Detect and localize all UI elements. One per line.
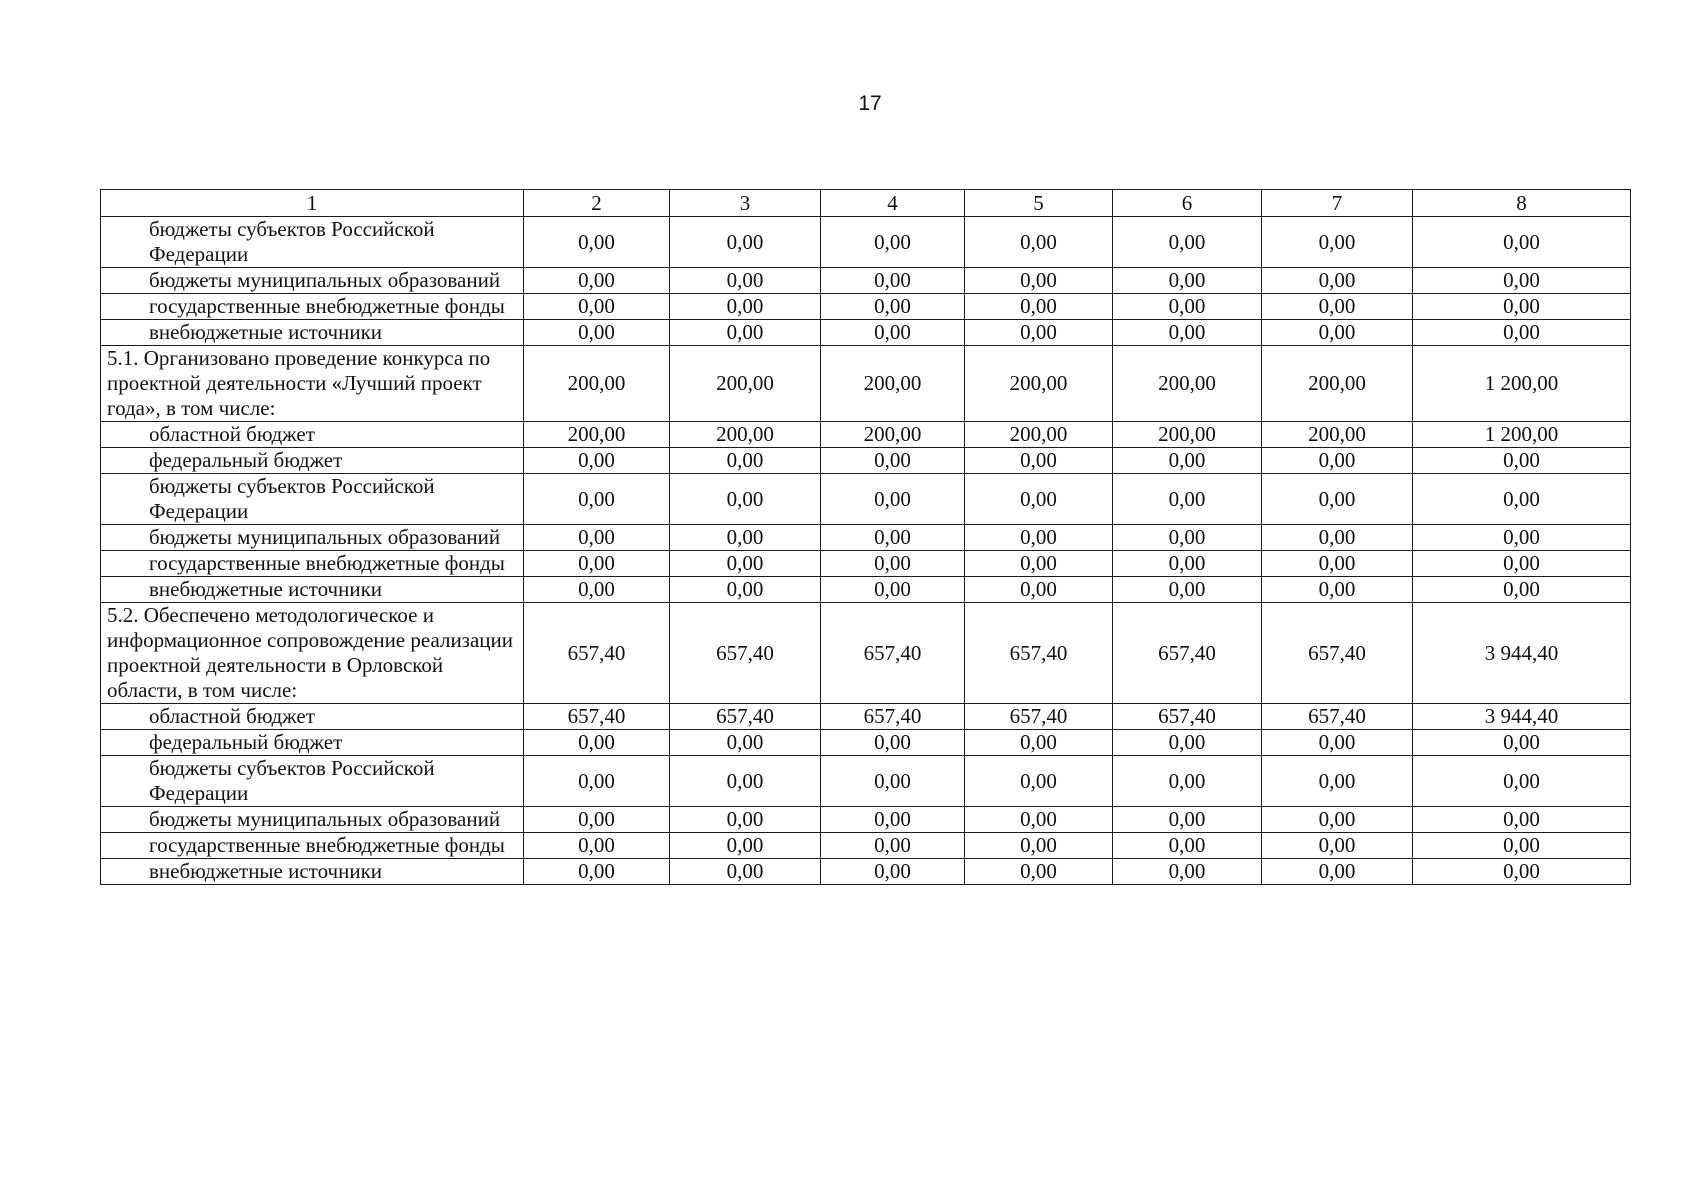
value-cell: 0,00 [1113, 756, 1262, 807]
value-cell: 0,00 [524, 217, 670, 268]
budget-table [100, 189, 1631, 885]
value-cell: 200,00 [524, 346, 670, 422]
value-cell: 0,00 [670, 448, 821, 474]
value-cell: 0,00 [1113, 807, 1262, 833]
value-cell: 0,00 [965, 833, 1113, 859]
table-row [101, 346, 1631, 422]
value-cell: 0,00 [670, 859, 821, 885]
value-cell: 1 200,00 [1413, 422, 1631, 448]
value-cell: 0,00 [1113, 525, 1262, 551]
value-cell: 0,00 [1113, 217, 1262, 268]
funding-source-label: внебюджетные источники [101, 577, 524, 603]
value-cell: 0,00 [670, 525, 821, 551]
value-cell: 0,00 [1413, 525, 1631, 551]
value-cell: 3 944,40 [1413, 603, 1631, 704]
value-cell: 0,00 [965, 294, 1113, 320]
value-cell: 0,00 [1413, 859, 1631, 885]
table-row [101, 833, 1631, 859]
value-cell: 0,00 [821, 756, 965, 807]
value-cell: 0,00 [1113, 730, 1262, 756]
value-cell: 200,00 [670, 346, 821, 422]
column-header: 7 [1262, 190, 1413, 217]
funding-source-label: федеральный бюджет [101, 730, 524, 756]
table-row [101, 294, 1631, 320]
value-cell: 0,00 [965, 448, 1113, 474]
value-cell: 200,00 [1262, 346, 1413, 422]
measure-label: 5.2. Обеспечено методологическое и информационное сопровождение реализации проектной деятельности в Орловской области, в том числе: [101, 603, 524, 704]
value-cell: 0,00 [1113, 859, 1262, 885]
value-cell: 200,00 [524, 422, 670, 448]
value-cell: 0,00 [1413, 551, 1631, 577]
value-cell: 0,00 [524, 448, 670, 474]
value-cell: 0,00 [821, 577, 965, 603]
column-header: 1 [101, 190, 524, 217]
value-cell: 0,00 [670, 320, 821, 346]
value-cell: 657,40 [1262, 704, 1413, 730]
table-row [101, 551, 1631, 577]
value-cell: 0,00 [524, 474, 670, 525]
value-cell: 0,00 [524, 730, 670, 756]
value-cell: 200,00 [670, 422, 821, 448]
value-cell: 200,00 [821, 422, 965, 448]
value-cell: 0,00 [821, 730, 965, 756]
value-cell: 0,00 [524, 268, 670, 294]
value-cell: 0,00 [524, 551, 670, 577]
funding-source-label: бюджеты муниципальных образований [101, 807, 524, 833]
value-cell: 657,40 [1262, 603, 1413, 704]
funding-source-label: бюджеты субъектов Российской Федерации [101, 474, 524, 525]
value-cell: 0,00 [821, 320, 965, 346]
table-row [101, 320, 1631, 346]
value-cell: 0,00 [965, 859, 1113, 885]
value-cell: 0,00 [965, 577, 1113, 603]
funding-source-label: государственные внебюджетные фонды [101, 551, 524, 577]
value-cell: 0,00 [1262, 525, 1413, 551]
value-cell: 0,00 [670, 294, 821, 320]
value-cell: 657,40 [821, 603, 965, 704]
value-cell: 0,00 [1262, 474, 1413, 525]
header-row [101, 190, 1631, 217]
value-cell: 657,40 [670, 704, 821, 730]
value-cell: 200,00 [1113, 346, 1262, 422]
value-cell: 657,40 [965, 603, 1113, 704]
column-header: 2 [524, 190, 670, 217]
value-cell: 0,00 [965, 730, 1113, 756]
value-cell: 0,00 [1413, 833, 1631, 859]
value-cell: 0,00 [524, 859, 670, 885]
value-cell: 0,00 [1413, 448, 1631, 474]
value-cell: 0,00 [1262, 807, 1413, 833]
table-row [101, 807, 1631, 833]
value-cell: 0,00 [821, 833, 965, 859]
value-cell: 0,00 [1413, 807, 1631, 833]
table-row [101, 268, 1631, 294]
column-header: 6 [1113, 190, 1262, 217]
value-cell: 0,00 [1113, 833, 1262, 859]
value-cell: 0,00 [821, 294, 965, 320]
value-cell: 0,00 [821, 551, 965, 577]
value-cell: 0,00 [670, 474, 821, 525]
value-cell: 0,00 [670, 730, 821, 756]
value-cell: 657,40 [1113, 603, 1262, 704]
value-cell: 0,00 [1113, 294, 1262, 320]
value-cell: 0,00 [965, 268, 1113, 294]
funding-source-label: внебюджетные источники [101, 859, 524, 885]
value-cell: 0,00 [1262, 320, 1413, 346]
funding-source-label: внебюджетные источники [101, 320, 524, 346]
funding-source-label: бюджеты субъектов Российской Федерации [101, 217, 524, 268]
column-header: 3 [670, 190, 821, 217]
value-cell: 0,00 [1262, 859, 1413, 885]
value-cell: 0,00 [1113, 474, 1262, 525]
column-header: 8 [1413, 190, 1631, 217]
value-cell: 0,00 [1113, 268, 1262, 294]
value-cell: 657,40 [965, 704, 1113, 730]
value-cell: 0,00 [1413, 577, 1631, 603]
value-cell: 0,00 [1413, 474, 1631, 525]
table-header [101, 190, 1631, 217]
value-cell: 0,00 [1113, 448, 1262, 474]
value-cell: 200,00 [965, 346, 1113, 422]
value-cell: 0,00 [1413, 217, 1631, 268]
table-row [101, 577, 1631, 603]
value-cell: 0,00 [965, 320, 1113, 346]
value-cell: 0,00 [965, 525, 1113, 551]
value-cell: 657,40 [821, 704, 965, 730]
value-cell: 0,00 [524, 756, 670, 807]
table-row [101, 525, 1631, 551]
table-row [101, 603, 1631, 704]
value-cell: 0,00 [965, 756, 1113, 807]
value-cell: 0,00 [821, 525, 965, 551]
value-cell: 657,40 [524, 603, 670, 704]
value-cell: 0,00 [1413, 756, 1631, 807]
value-cell: 0,00 [1262, 217, 1413, 268]
value-cell: 0,00 [821, 474, 965, 525]
value-cell: 200,00 [965, 422, 1113, 448]
value-cell: 3 944,40 [1413, 704, 1631, 730]
column-header: 5 [965, 190, 1113, 217]
value-cell: 0,00 [821, 807, 965, 833]
value-cell: 0,00 [670, 577, 821, 603]
value-cell: 0,00 [524, 807, 670, 833]
funding-source-label: бюджеты муниципальных образований [101, 525, 524, 551]
funding-source-label: областной бюджет [101, 704, 524, 730]
table-row [101, 474, 1631, 525]
measure-label: 5.1. Организовано проведение конкурса по проектной деятельности «Лучший проект года», в том числе: [101, 346, 524, 422]
funding-source-label: бюджеты муниципальных образований [101, 268, 524, 294]
table-row [101, 859, 1631, 885]
value-cell: 657,40 [524, 704, 670, 730]
value-cell: 0,00 [670, 833, 821, 859]
value-cell: 657,40 [1113, 704, 1262, 730]
value-cell: 0,00 [670, 268, 821, 294]
value-cell: 657,40 [670, 603, 821, 704]
value-cell: 0,00 [524, 577, 670, 603]
value-cell: 0,00 [821, 217, 965, 268]
value-cell: 0,00 [1413, 268, 1631, 294]
funding-source-label: государственные внебюджетные фонды [101, 294, 524, 320]
value-cell: 0,00 [1113, 551, 1262, 577]
value-cell: 0,00 [670, 756, 821, 807]
value-cell: 0,00 [965, 217, 1113, 268]
funding-source-label: государственные внебюджетные фонды [101, 833, 524, 859]
value-cell: 0,00 [524, 833, 670, 859]
value-cell: 0,00 [1413, 320, 1631, 346]
table-row [101, 704, 1631, 730]
value-cell: 0,00 [965, 807, 1113, 833]
funding-source-label: областной бюджет [101, 422, 524, 448]
value-cell: 0,00 [1413, 730, 1631, 756]
value-cell: 0,00 [1113, 320, 1262, 346]
value-cell: 0,00 [1262, 551, 1413, 577]
value-cell: 0,00 [670, 807, 821, 833]
value-cell: 0,00 [821, 268, 965, 294]
value-cell: 0,00 [1113, 577, 1262, 603]
value-cell: 0,00 [1413, 294, 1631, 320]
table-row [101, 756, 1631, 807]
value-cell: 0,00 [524, 525, 670, 551]
value-cell: 0,00 [965, 474, 1113, 525]
value-cell: 0,00 [1262, 730, 1413, 756]
value-cell: 0,00 [1262, 756, 1413, 807]
value-cell: 0,00 [1262, 448, 1413, 474]
value-cell: 0,00 [1262, 268, 1413, 294]
page-number: 17 [858, 92, 882, 115]
value-cell: 0,00 [821, 448, 965, 474]
value-cell: 0,00 [1262, 577, 1413, 603]
table-body [101, 217, 1631, 885]
value-cell: 0,00 [1262, 294, 1413, 320]
table-row [101, 217, 1631, 268]
value-cell: 200,00 [1113, 422, 1262, 448]
value-cell: 0,00 [821, 859, 965, 885]
funding-source-label: федеральный бюджет [101, 448, 524, 474]
table-row [101, 730, 1631, 756]
value-cell: 200,00 [821, 346, 965, 422]
table-row [101, 448, 1631, 474]
value-cell: 0,00 [670, 551, 821, 577]
value-cell: 0,00 [965, 551, 1113, 577]
value-cell: 200,00 [1262, 422, 1413, 448]
value-cell: 0,00 [524, 320, 670, 346]
value-cell: 0,00 [1262, 833, 1413, 859]
value-cell: 1 200,00 [1413, 346, 1631, 422]
value-cell: 0,00 [524, 294, 670, 320]
table-row [101, 422, 1631, 448]
column-header: 4 [821, 190, 965, 217]
funding-source-label: бюджеты субъектов Российской Федерации [101, 756, 524, 807]
value-cell: 0,00 [670, 217, 821, 268]
